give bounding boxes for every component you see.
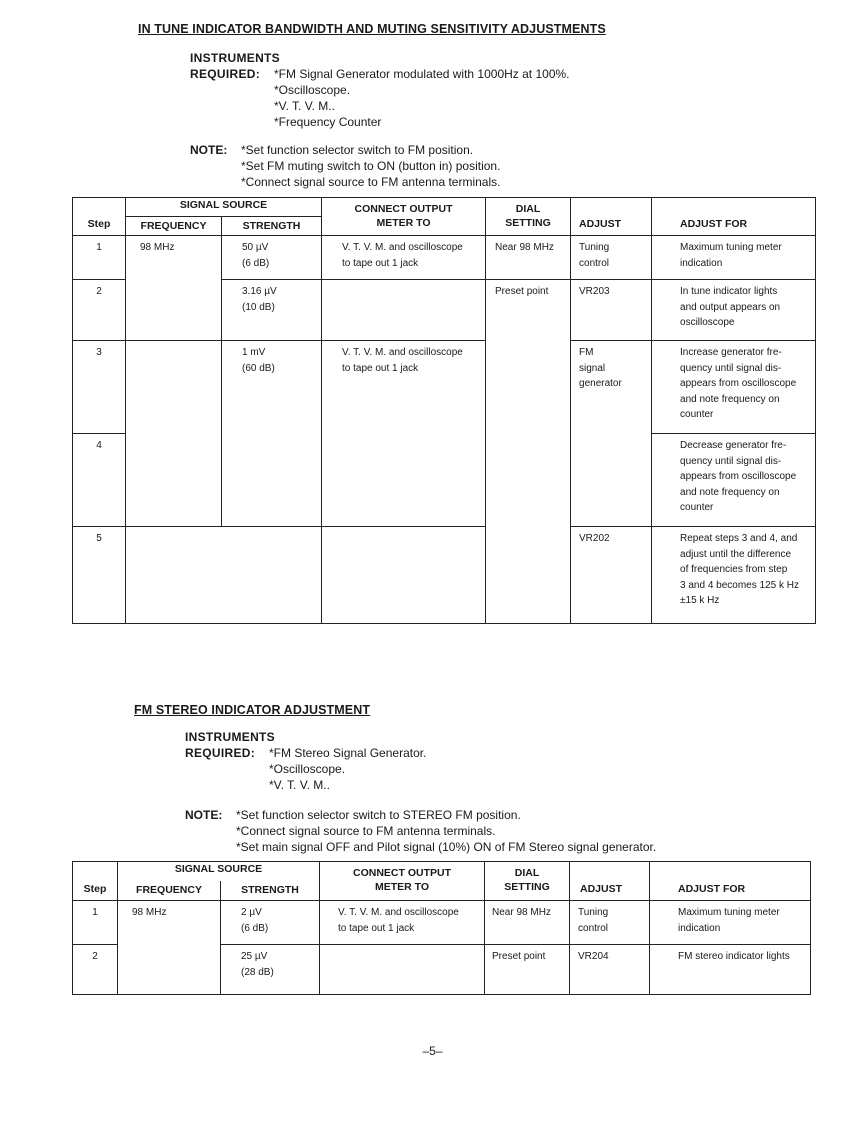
step-cell: 5	[73, 527, 126, 624]
section1-note	[190, 142, 500, 190]
frequency-cell	[126, 341, 222, 527]
adjust-for-cell: FM stereo indicator lights	[650, 945, 811, 995]
header-adjust-for: ADJUST FOR	[650, 862, 811, 901]
section2-table	[72, 861, 811, 995]
strength-cell: 2 µV (6 dB)	[221, 901, 320, 945]
section2-title: FM STEREO INDICATOR ADJUSTMENT	[134, 703, 371, 717]
connect-cell	[322, 280, 486, 341]
note-label: NOTE:	[185, 808, 223, 822]
instruments-label: INSTRUMENTS	[190, 51, 280, 65]
header-frequency: FREQUENCY	[126, 217, 222, 236]
adjust-for-cell: Maximum tuning meter indication	[650, 901, 811, 945]
adjust-for-cell: Decrease generator fre- quency until signal dis- appears from oscilloscope and note frequency on counter	[652, 434, 816, 527]
table-row	[73, 901, 811, 945]
instrument-item: *FM Stereo Signal Generator.	[269, 746, 427, 760]
header-strength: STRENGTH	[221, 881, 320, 901]
required-label: REQUIRED:	[185, 746, 256, 760]
note-item: *Connect signal source to FM antenna terminals.	[241, 175, 501, 189]
header-adjust: ADJUST	[571, 198, 652, 236]
dial-cell: Preset point	[485, 945, 570, 995]
instruments-label: INSTRUMENTS	[185, 730, 275, 744]
table-row	[73, 527, 816, 624]
adjust-cell: Tuning control	[571, 236, 652, 280]
section1-table	[72, 197, 816, 624]
connect-cell: V. T. V. M. and oscilloscope to tape out 1 jack	[320, 901, 485, 945]
strength-cell: 25 µV (28 dB)	[221, 945, 320, 995]
header-frequency: FREQUENCY	[118, 881, 221, 901]
page-number: –5–	[422, 1044, 443, 1058]
connect-cell	[320, 945, 485, 995]
adjust-cell: VR203	[571, 280, 652, 341]
adjust-cell: Tuning control	[570, 901, 650, 945]
note-item: *Set FM muting switch to ON (button in) position.	[241, 159, 501, 173]
connect-cell: V. T. V. M. and oscilloscope to tape out 1 jack	[322, 236, 486, 280]
required-label: REQUIRED:	[190, 67, 261, 81]
header-dial: DIAL SETTING	[485, 862, 570, 901]
connect-cell	[322, 527, 486, 624]
note-item: *Connect signal source to FM antenna terminals.	[236, 824, 496, 838]
adjust-cell: VR204	[570, 945, 650, 995]
note-item: *Set function selector switch to FM position.	[241, 143, 474, 157]
section1-instruments	[190, 50, 570, 130]
header-strength: STRENGTH	[222, 217, 322, 236]
instrument-item: *V. T. V. M..	[274, 99, 335, 113]
note-item: *Set function selector switch to STEREO FM position.	[236, 808, 521, 822]
instrument-item: *Frequency Counter	[274, 115, 382, 129]
connect-cell: V. T. V. M. and oscilloscope to tape out 1 jack	[322, 341, 486, 527]
step-cell: 4	[73, 434, 126, 527]
section1-title: IN TUNE INDICATOR BANDWIDTH AND MUTING SENSITIVITY ADJUSTMENTS	[138, 22, 606, 36]
dial-cell: Near 98 MHz	[485, 901, 570, 945]
instrument-item: *V. T. V. M..	[269, 778, 330, 792]
header-connect: CONNECT OUTPUT METER TO	[320, 862, 485, 901]
table-row	[73, 236, 816, 280]
instrument-item: *FM Signal Generator modulated with 1000Hz at 100%.	[274, 67, 570, 81]
strength-cell: 3.16 µV (10 dB)	[222, 280, 322, 341]
header-step: Step	[73, 862, 118, 901]
step-cell: 3	[73, 341, 126, 434]
table-row	[73, 341, 816, 434]
header-adjust: ADJUST	[570, 862, 650, 901]
strength-cell: 1 mV (60 dB)	[222, 341, 322, 527]
step-cell: 1	[73, 901, 118, 945]
adjust-cell: FM signal generator	[571, 341, 652, 527]
header-signal-source: SIGNAL SOURCE	[118, 862, 320, 881]
header-dial: DIAL SETTING	[486, 198, 571, 236]
header-signal-source: SIGNAL SOURCE	[126, 198, 322, 217]
frequency-cell: 98 MHz	[118, 901, 221, 995]
adjust-for-cell: In tune indicator lights and output appears on oscilloscope	[652, 280, 816, 341]
header-connect: CONNECT OUTPUT METER TO	[322, 198, 486, 236]
adjust-cell: VR202	[571, 527, 652, 624]
header-step: Step	[73, 198, 126, 236]
adjust-for-cell: Maximum tuning meter indication	[652, 236, 816, 280]
dial-cell: Near 98 MHz	[486, 236, 571, 280]
instrument-item: *Oscilloscope.	[269, 762, 346, 776]
section2-note	[185, 807, 656, 855]
frequency-cell: 98 MHz	[126, 236, 222, 341]
adjust-for-cell: Increase generator fre- quency until signal dis- appears from oscilloscope and note frequency on counter	[652, 341, 816, 434]
dial-cell: Preset point	[486, 280, 571, 624]
header-adjust-for: ADJUST FOR	[652, 198, 816, 236]
strength-cell: 50 µV (6 dB)	[222, 236, 322, 280]
step-cell: 2	[73, 945, 118, 995]
adjust-for-cell: Repeat steps 3 and 4, and adjust until the difference of frequencies from step 3 and 4 becomes 125 k Hz ±15 k Hz	[652, 527, 816, 624]
signal-source-cell	[126, 527, 322, 624]
instrument-item: *Oscilloscope.	[274, 83, 351, 97]
step-cell: 2	[73, 280, 126, 341]
note-item: *Set main signal OFF and Pilot signal (10%) ON of FM Stereo signal generator.	[236, 840, 657, 854]
section2-instruments	[185, 729, 426, 793]
note-label: NOTE:	[190, 143, 228, 157]
step-cell: 1	[73, 236, 126, 280]
